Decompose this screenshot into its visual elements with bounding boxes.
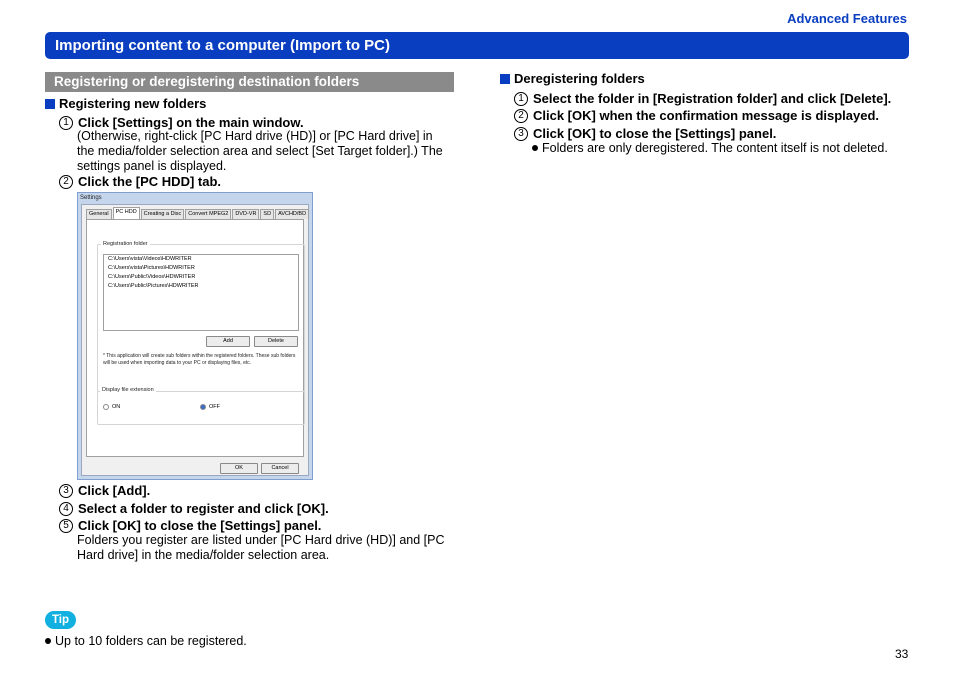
tip-text: Up to 10 folders can be registered. <box>55 634 247 648</box>
step-1 <box>59 115 304 130</box>
step-4 <box>59 501 329 516</box>
extension-label: Display file extension <box>102 387 154 393</box>
blue-square-icon <box>500 74 510 84</box>
step-text: Click the [PC HDD] tab. <box>78 174 222 189</box>
ok-button[interactable]: OK <box>220 463 258 474</box>
list-item[interactable]: C:\Users\vista\Pictures\HDWRITER <box>108 265 195 271</box>
step-2 <box>59 174 221 189</box>
step-text: Select a folder to register and click [OK]. <box>78 501 329 516</box>
list-item[interactable]: C:\Users\Public\Videos\HDWRITER <box>108 274 196 280</box>
dialog-tabs <box>86 209 310 219</box>
section-deregistering <box>500 71 645 86</box>
step-number: 2 <box>514 109 528 123</box>
step-text: Select the folder in [Registration folder] and click [Delete]. <box>533 91 892 106</box>
section-title: Registering new folders <box>59 96 207 111</box>
dialog-note: * This application will create sub folders within the registered folders. These sub folders will be used when importing data to your PC or displaying files, etc. <box>103 353 296 366</box>
step-number: 3 <box>59 484 73 498</box>
step-5-note: Folders you register are listed under [PC Hard drive (HD)] and [PC Hard drive] in the media/folder selection area. <box>77 533 445 562</box>
section-registering <box>45 96 206 111</box>
tab-convert-mpeg2[interactable]: Convert MPEG2 <box>185 209 231 219</box>
step-number: 4 <box>59 502 73 516</box>
registration-label: Registration folder <box>103 241 148 247</box>
bullet-text: Folders are only deregistered. The content itself is not deleted. <box>542 141 888 155</box>
bullet-icon <box>532 145 538 151</box>
list-item[interactable]: C:\Users\vista\Videos\HDWRITER <box>108 256 192 262</box>
dereg-step-2 <box>514 108 879 123</box>
radio-on[interactable] <box>103 404 120 410</box>
step-3 <box>59 483 150 498</box>
tip-bullet <box>45 634 247 648</box>
step-number: 1 <box>59 116 73 130</box>
page-number: 33 <box>895 647 909 661</box>
delete-button[interactable]: Delete <box>254 336 298 347</box>
dialog-title: Settings <box>80 195 102 201</box>
tip-badge: Tip <box>45 611 76 629</box>
step-number: 1 <box>514 92 528 106</box>
step-text: Click [Add]. <box>78 483 151 498</box>
step-number: 3 <box>514 127 528 141</box>
cancel-button[interactable]: Cancel <box>261 463 299 474</box>
bullet-icon <box>45 638 51 644</box>
step-text: Click [OK] when the confirmation message is displayed. <box>533 108 880 123</box>
tab-creating-disc[interactable]: Creating a Disc <box>141 209 185 219</box>
radio-on-label: ON <box>112 404 121 410</box>
step-text: Click [Settings] on the main window. <box>78 115 304 130</box>
step-number: 2 <box>59 175 73 189</box>
page-title: Importing content to a computer (Import to PC) <box>45 32 909 59</box>
dialog-body <box>81 204 309 476</box>
list-item[interactable]: C:\Users\Public\Pictures\HDWRITER <box>108 283 199 289</box>
settings-dialog-screenshot <box>77 192 313 480</box>
add-button[interactable]: Add <box>206 336 250 347</box>
tab-pc-hdd[interactable]: PC HDD <box>113 207 140 219</box>
folder-list[interactable] <box>103 254 299 331</box>
tab-dvd-vr[interactable]: DVD-VR <box>232 209 259 219</box>
pc-hdd-panel <box>86 219 304 457</box>
section-title: Deregistering folders <box>514 71 645 86</box>
tab-general[interactable]: General <box>86 209 112 219</box>
section-header: Advanced Features <box>787 11 907 26</box>
tab-avchd-bd[interactable]: AVCHD/BD <box>275 209 309 219</box>
radio-off-label: OFF <box>209 404 220 410</box>
step-text: Click [OK] to close the [Settings] panel. <box>78 518 322 533</box>
step-text: Click [OK] to close the [Settings] panel. <box>533 126 777 141</box>
step-number: 5 <box>59 519 73 533</box>
subheading-bar: Registering or deregistering destination folders <box>45 72 454 92</box>
radio-off[interactable] <box>200 404 220 410</box>
step-5 <box>59 518 321 533</box>
dereg-bullet <box>532 141 888 155</box>
radio-icon <box>103 404 109 410</box>
dereg-step-3 <box>514 126 776 141</box>
dereg-step-1 <box>514 91 891 106</box>
step-1-note: (Otherwise, right-click [PC Hard drive (HD)] or [PC Hard drive] in the media/folder selection area and select [Set Target folder].) The settings panel is displayed. <box>77 129 443 173</box>
radio-selected-icon <box>200 404 206 410</box>
tab-sd[interactable]: SD <box>260 209 274 219</box>
blue-square-icon <box>45 99 55 109</box>
